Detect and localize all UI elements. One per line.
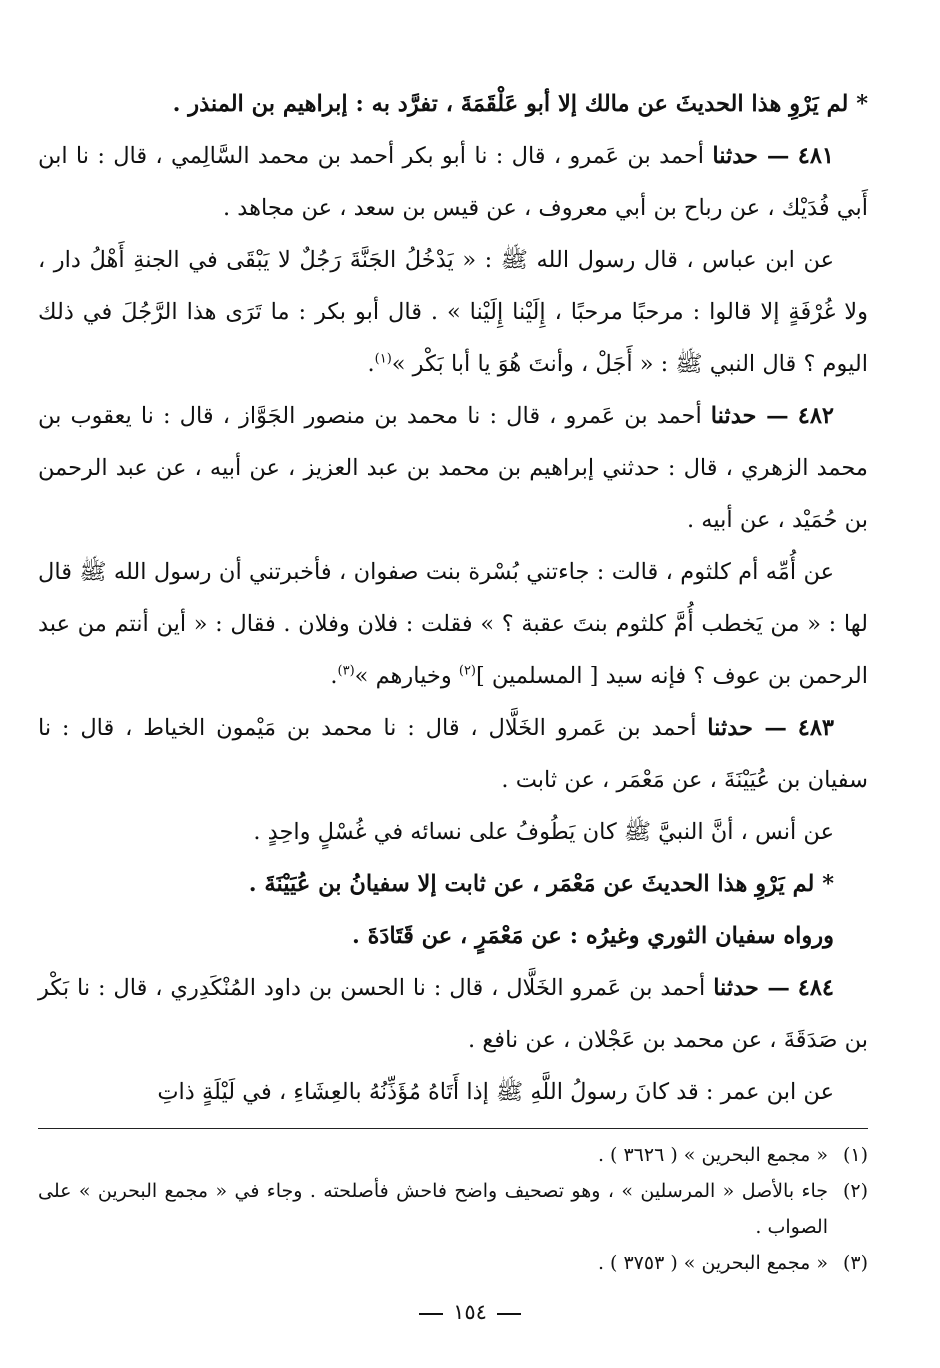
matn-481 xyxy=(38,234,868,390)
hadith-number: ٤٨٢ xyxy=(797,403,835,429)
note-line: * لم يَرْوِ هذا الحديثَ عن مَعْمَر ، عن ثابت إلا سفيانُ بن عُيَيْنَةَ . xyxy=(248,871,834,897)
page-number-footer xyxy=(0,1300,940,1324)
isnad-text: أحمد بن عَمرو الخَلَّال ، قال : نا الحسن بن داود المُنْكَدِري ، قال : نا بَكْر بن صَدَقَةَ ، عن محمد بن عَجْلان ، عن نافع . xyxy=(38,975,868,1053)
hadith-482 xyxy=(38,390,868,546)
isnad-text: أحمد بن عَمرو ، قال : نا محمد بن منصور الجَوَّاز ، قال : نا يعقوب بن محمد الزهري ، قال : حدثني إبراهيم بن محمد بن عبد العزيز ، عن أبيه ، عن عبد الرحمن بن حُمَيْد ، عن أبيه . xyxy=(38,403,868,533)
footnote-text: جاء بالأصل « المرسلين » ، وهو تصحيف واضح فاحش فأصلحته . وجاء في « مجمع البحرين » على الصواب . xyxy=(38,1180,828,1238)
matn-484: عن ابن عمر : قد كانَ رسولُ اللَّهِ ﷺ إذا أَتَاهُ مُؤَذِّنُهُ بالعِشَاءِ ، في لَيْلَةٍ ذاتِ xyxy=(157,1079,834,1105)
footnote-number: (٢) xyxy=(842,1180,868,1202)
hadith-lead: — حدثنا xyxy=(712,143,790,169)
footnote-number: (١) xyxy=(842,1144,868,1166)
footnote xyxy=(38,1137,868,1173)
footnote-text: « مجمع البحرين » ( ٣٧٥٣ ) . xyxy=(597,1252,828,1274)
footnote-text: « مجمع البحرين » ( ٣٦٢٦ ) . xyxy=(597,1144,828,1166)
footnote-ref: (١) xyxy=(374,351,392,367)
footnote-ref: (٢) xyxy=(458,663,476,679)
matn-483: عن أنس ، أنَّ النبيَّ ﷺ كان يَطُوفُ على نسائه في غُسْلٍ واحِدٍ . xyxy=(253,819,834,845)
footnote xyxy=(38,1245,868,1281)
page-number: ١٥٤ xyxy=(453,1300,487,1324)
hadith-lead: — حدثنا xyxy=(713,975,790,1001)
dash-left xyxy=(419,1313,443,1315)
matn-text: عن ابن عباس ، قال رسول الله ﷺ : « يَدْخُلُ الجَنَّةَ رَجُلٌ لا يَبْقَى في الجنةِ أَهْلُ دار ، ولا غُرْفَةٍ إلا قالوا : مرحبًا مرحبًا ، إِلَيْنا إِلَيْنا » . قال أبو بكر : ما تَرَى هذا الرَّجُلَ في ذلك اليوم ؟ قال النبي ﷺ : « أَجَلْ ، وأنتَ هُوَ يا أبا بَكْر » xyxy=(38,247,868,377)
hadith-lead: — حدثنا xyxy=(710,403,789,429)
footnote xyxy=(38,1173,868,1245)
hadith-number: ٤٨٤ xyxy=(797,975,835,1001)
hadith-lead: — حدثنا xyxy=(707,715,787,741)
isnad-text: أحمد بن عَمرو ، قال : نا أبو بكر أحمد بن محمد السَّالِمي ، قال : نا ابن أَبي فُدَيْك ، عن رباح بن أبي معروف ، عن قيس بن سعد ، عن مجاهد . xyxy=(38,143,868,221)
note-line: ورواه سفيان الثوري وغيرُه : عن مَعْمَرٍ ، عن قَتَادَةَ . xyxy=(351,923,834,949)
note-line: * لم يَرْوِ هذا الحديثَ عن مالك إلا أبو عَلْقَمَةَ ، تفرَّد به : إبراهيم بن المنذر . xyxy=(172,91,868,117)
matn-end: . xyxy=(367,351,375,377)
hadith-481 xyxy=(38,130,868,234)
dash-right xyxy=(497,1313,521,1315)
footnotes xyxy=(38,1137,868,1281)
footnote-divider xyxy=(38,1128,868,1129)
isnad-text: أحمد بن عَمرو الخَلَّال ، قال : نا محمد بن مَيْمون الخياط ، قال : نا سفيان بن عُيَيْنَةَ ، عن مَعْمَر ، عن ثابت . xyxy=(38,715,868,793)
hadith-484 xyxy=(38,962,868,1066)
hadith-483 xyxy=(38,702,868,806)
hadith-number: ٤٨١ xyxy=(797,143,834,169)
hadith-number: ٤٨٣ xyxy=(797,715,835,741)
page-body xyxy=(38,78,868,1281)
matn-482 xyxy=(38,546,868,702)
matn-text: عن أُمِّه أم كلثوم ، قالت : جاءتني بُسْرة بنت صفوان ، فأخبرتني أن رسول الله ﷺ قال لها : « من يَخطب أُمَّ كلثوم بنتَ عقبة ؟ » فقلت : فلان وفلان . فقال : « أين أنتم من عبد الرحمن بن عوف ؟ فإنه سيد [ المسلمين ] xyxy=(38,559,868,689)
matn-end: . xyxy=(330,663,338,689)
matn-text: وخيارهم » xyxy=(354,663,452,689)
footnote-number: (٣) xyxy=(842,1252,868,1274)
footnote-ref: (٣) xyxy=(337,663,355,679)
